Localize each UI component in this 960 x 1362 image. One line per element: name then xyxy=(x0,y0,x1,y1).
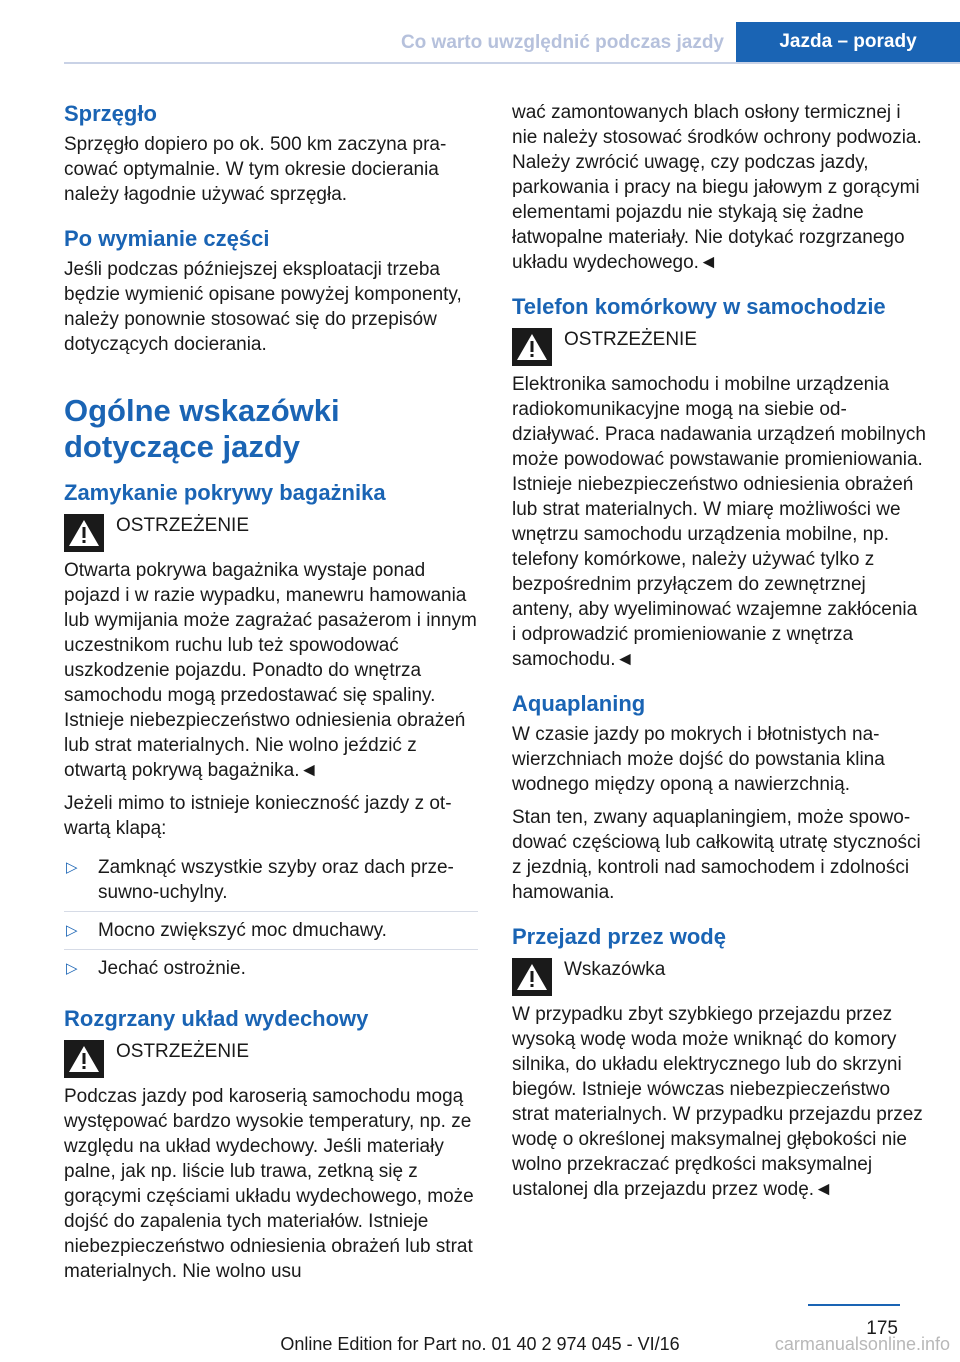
triangle-bullet-icon: ▷ xyxy=(66,922,78,939)
triangle-bullet-icon: ▷ xyxy=(66,859,78,876)
paragraph-wydech-continued: wać zamontowanych blach osłony termicznej i nie należy stosować środków ochrony podwozia. Należy zwrócić uwagę, czy podczas jazdy, parkowania i pracy na biegu jałowym z gorącymi elementami pojazdu nie stykają się żadne łatwopalne materiały. Nie dotykać rozgrzanego układu wydechowego.◄ xyxy=(512,102,922,273)
section-heading-wydech: Rozgrzany układ wydechowy xyxy=(64,1006,369,1031)
paragraph-aquaplaning-1: W czasie jazdy po mokrych i błotnistych nawierzchniach może dojść do powstania klina wodnego między oponą a nawierzchnią. xyxy=(512,724,885,795)
page-number: 175 xyxy=(866,1318,898,1339)
warning-triangle-icon xyxy=(512,328,552,366)
warning-block-telefon xyxy=(512,325,926,366)
warning-block-wydech xyxy=(64,1037,478,1078)
note-title: Wskazówka xyxy=(564,959,666,980)
warning-text-wydech: Podczas jazdy pod karoserią samochodu mogą występować bardzo wysokie temperatury, np. ze względu na układ wydechowy. Jeśli materiały palne, jak np. liście lub trawa, zetkną się z gorącymi częściami układu wydechowego, może dojść do zapalenia tych materiałów. Istnieje niebezpieczeństwo odniesienia obrażeń lub strat materialnych. Nie wolno usu xyxy=(64,1086,474,1282)
header-chapter-tab: Jazda – porady xyxy=(736,22,960,64)
warning-text-telefon: Elektronika samochodu i mobilne urządzenia radiokomunikacyjne mogą na siebie oddziaływać. Praca nadawania urządzeń mobilnych może powodować powstawanie promieniowania. Istnieje niebezpieczeństwo odniesienia obrażeń lub strat materialnych. W miarę możliwości we wnętrzu samochodu urządzenia mobilne, np. telefony komórkowe, należy używać tylko z bezpośrednim przyłączem do zewnętrznej anteny, aby wyeliminować wzajemne zakłócenia i odprowadzić promieniowanie z wnętrza samochodu.◄ xyxy=(512,374,927,670)
warning-triangle-icon xyxy=(64,1040,104,1078)
note-text-woda: W przypadku zbyt szybkiego przejazdu przez wysoką wodę woda może wniknąć do komory silnika, do układu elektrycznego lub do skrzyni biegów. Istnieje wówczas niebezpieczeństwo strat materialnych. W przypadku przejazdu przez wodę o określonej maksymalnej głębokości nie wolno przekraczać prędkości maksymalnej ustalonej dla przejazdu przez wodę.◄ xyxy=(512,1004,923,1200)
section-heading-bagaznik: Zamykanie pokrywy bagażnika xyxy=(64,480,386,505)
paragraph-wymiana: Jeśli podczas późniejszej eksploatacji trzeba będzie wymienić opisane powyżej komponenty, należy ponownie stosować się do przepisów dotyczących docierania. xyxy=(64,259,462,355)
warning-title: OSTRZEŻENIE xyxy=(116,515,250,536)
list-item: ▷ Jechać ostrożnie. xyxy=(66,958,246,979)
warning-triangle-icon xyxy=(512,958,552,996)
warning-title: OSTRZEŻENIE xyxy=(564,329,698,350)
header-section-title: Co warto uwzględnić podczas jazdy xyxy=(400,32,724,53)
section-heading-woda: Przejazd przez wodę xyxy=(512,924,726,949)
source-watermark: carmanualsonline.info xyxy=(774,1334,950,1354)
section-heading-aquaplaning: Aquaplaning xyxy=(512,691,646,716)
left-column xyxy=(64,100,478,1292)
section-heading-telefon: Telefon komórkowy w samochodzie xyxy=(512,294,886,319)
section-heading-sprzeglo: Sprzęgło xyxy=(64,101,157,126)
footer-edition: Online Edition for Part no. 01 40 2 974 045 - VI/16 carmanualsonline.info xyxy=(280,1334,950,1354)
warning-triangle-icon xyxy=(64,514,104,552)
section-heading-wymiana: Po wymianie części xyxy=(64,226,270,251)
footer-rule xyxy=(808,1304,900,1306)
paragraph-sprzeglo: Sprzęgło dopiero po ok. 500 km zaczyna pracować optymalnie. W tym okresie docierania należy łagodnie używać sprzęgła. xyxy=(64,134,447,205)
chapter-heading: Ogólne wskazówki dotyczące jazdy xyxy=(64,393,340,464)
triangle-bullet-icon: ▷ xyxy=(66,960,78,977)
note-block-woda xyxy=(512,955,926,996)
header-rule xyxy=(64,62,960,64)
list-item: ▷ Zamknąć wszystkie szyby oraz dach przesuwno-uchylny. xyxy=(64,849,478,912)
list-item: ▷ Mocno zwiększyć moc dmuchawy. xyxy=(64,912,478,950)
paragraph-klapa: Jeżeli mimo to istnieje konieczność jazdy z otwartą klapą: xyxy=(64,793,452,839)
right-column xyxy=(512,100,926,1210)
warning-text-bagaznik: Otwarta pokrywa bagażnika wystaje ponad pojazd i w razie wypadku, manewru hamowania lub wymijania może zagrażać pasażerom i innym uczestnikom ruchu lub też spowodować uszkodzenie pojazdu. Ponadto do wnętrza samochodu mogą przedostawać się spaliny. Istnieje niebezpieczeństwo odniesienia obrażeń lub strat materialnych. Nie wolno jeździć z otwartą pokrywą bagażnika.◄ xyxy=(64,560,477,781)
paragraph-aquaplaning-2: Stan ten, zwany aquaplaningiem, może spowodować częściową lub całkowitą utratę styczności z jezdnią, kontroli nad samochodem i zdolności hamowania. xyxy=(512,807,921,903)
warning-title: OSTRZEŻENIE xyxy=(116,1041,250,1062)
warning-block-bagaznik xyxy=(64,511,478,552)
bullet-list xyxy=(64,849,478,987)
